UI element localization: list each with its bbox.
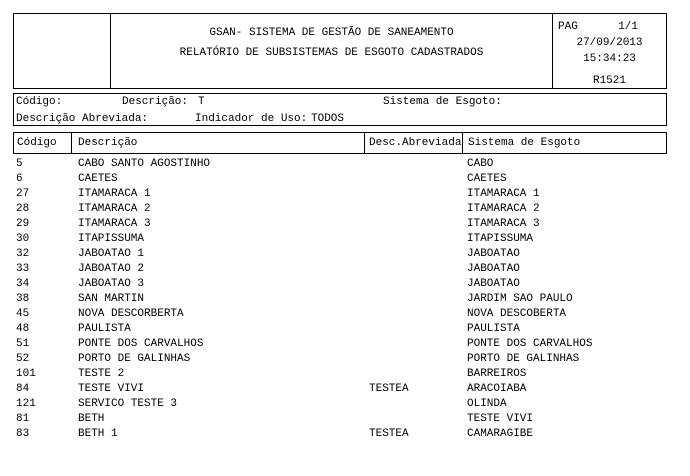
- table-row: [13, 322, 667, 337]
- title-cell: [111, 14, 552, 88]
- filter-descricao-abreviada-label: Descrição Abreviada:: [16, 113, 149, 125]
- cell-desc-abreviada: [364, 157, 462, 172]
- cell-codigo: 5: [16, 158, 23, 170]
- cell-sistema-esgoto: OLINDA: [467, 398, 507, 410]
- cell-codigo: 81: [16, 413, 30, 425]
- table-row: [13, 157, 667, 172]
- cell-codigo: 45: [16, 308, 30, 320]
- table-row: [13, 352, 667, 367]
- cell-codigo: 29: [16, 218, 30, 230]
- table-row: [13, 292, 667, 307]
- cell-descricao: JABOATAO 1: [78, 248, 145, 260]
- cell-desc-abreviada: [364, 202, 462, 217]
- cell-codigo: 51: [16, 338, 30, 350]
- cell-descricao: SAN MARTIN: [78, 293, 145, 305]
- table-row: [13, 202, 667, 217]
- cell-desc-abreviada: [364, 232, 462, 247]
- table-header: [13, 132, 667, 154]
- cell-descricao: BETH 1: [78, 428, 118, 440]
- cell-sistema-esgoto: CAMARAGIBE: [467, 428, 534, 440]
- cell-desc-abreviada: [364, 352, 462, 367]
- table-body: [13, 157, 667, 442]
- cell-sistema-esgoto: BARREIROS: [467, 368, 527, 380]
- cell-sistema-esgoto: PORTO DE GALINHAS: [467, 353, 580, 365]
- cell-sistema-esgoto: JABOATAO: [467, 278, 520, 290]
- cell-desc-abreviada: [364, 292, 462, 307]
- cell-sistema-esgoto: TESTE VIVI: [467, 413, 534, 425]
- cell-codigo: 101: [16, 368, 36, 380]
- table-row: [13, 187, 667, 202]
- report-title-line2: RELATÓRIO DE SUBSISTEMAS DE ESGOTO CADASTRADOS: [179, 47, 484, 59]
- table-row: [13, 412, 667, 427]
- cell-desc-abreviada: [364, 397, 462, 412]
- filter-line-1: [14, 96, 666, 111]
- column-header-sistema-esgoto: Sistema de Esgoto: [468, 137, 581, 149]
- filter-codigo-label: Código:: [16, 96, 63, 108]
- filter-sistema-esgoto-label: Sistema de Esgoto:: [383, 96, 502, 108]
- cell-descricao: SERVICO TESTE 3: [78, 398, 178, 410]
- cell-sistema-esgoto: ITAMARACA 3: [467, 218, 540, 230]
- cell-codigo: 38: [16, 293, 30, 305]
- report-header: [13, 13, 667, 89]
- cell-desc-abreviada: [364, 367, 462, 382]
- cell-codigo: 52: [16, 353, 30, 365]
- cell-desc-abreviada: [364, 277, 462, 292]
- column-header-desc-abreviada: Desc.Abreviada: [365, 133, 463, 153]
- filter-line-2: [14, 113, 666, 128]
- cell-sistema-esgoto: JABOATAO: [467, 248, 520, 260]
- cell-sistema-esgoto: ITAPISSUMA: [467, 233, 534, 245]
- cell-descricao: ITAMARACA 2: [78, 203, 151, 215]
- table-row: [13, 367, 667, 382]
- page-row: [553, 19, 666, 35]
- filter-parameters-box: [13, 93, 667, 126]
- cell-descricao: CABO SANTO AGOSTINHO: [78, 158, 211, 170]
- cell-descricao: JABOATAO 2: [78, 263, 145, 275]
- table-row: [13, 172, 667, 187]
- page-number: 1/1: [618, 21, 638, 33]
- logo-cell: [14, 14, 111, 88]
- cell-descricao: ITAMARACA 1: [78, 188, 151, 200]
- cell-sistema-esgoto: PONTE DOS CARVALHOS: [467, 338, 593, 350]
- cell-sistema-esgoto: CAETES: [467, 173, 507, 185]
- cell-codigo: 121: [16, 398, 36, 410]
- cell-descricao: TESTE 2: [78, 368, 125, 380]
- cell-codigo: 48: [16, 323, 30, 335]
- table-row: [13, 262, 667, 277]
- cell-descricao: ITAPISSUMA: [78, 233, 145, 245]
- cell-descricao: JABOATAO 3: [78, 278, 145, 290]
- cell-codigo: 6: [16, 173, 23, 185]
- report-time: 15:34:23: [583, 53, 636, 65]
- table-row: [13, 397, 667, 412]
- cell-codigo: 32: [16, 248, 30, 260]
- filter-indicador-uso-label: Indicador de Uso:: [195, 113, 308, 125]
- cell-desc-abreviada: [364, 322, 462, 337]
- table-row: [13, 232, 667, 247]
- report-title-line1: GSAN- SISTEMA DE GESTÃO DE SANEAMENTO: [209, 27, 454, 39]
- cell-descricao: NOVA DESCORBERTA: [78, 308, 184, 320]
- cell-codigo: 84: [16, 383, 30, 395]
- cell-sistema-esgoto: ITAMARACA 2: [467, 203, 540, 215]
- report-date: 27/09/2013: [576, 37, 643, 49]
- table-row: [13, 307, 667, 322]
- table-row: [13, 247, 667, 262]
- filter-descricao-value: T: [198, 96, 205, 108]
- cell-desc-abreviada: [364, 262, 462, 277]
- cell-desc-abreviada: [364, 337, 462, 352]
- cell-desc-abreviada: [364, 172, 462, 187]
- filter-descricao-label: Descrição:: [122, 96, 189, 108]
- cell-codigo: 34: [16, 278, 30, 290]
- cell-desc-abreviada: TESTEA: [369, 383, 409, 395]
- cell-sistema-esgoto: PAULISTA: [467, 323, 520, 335]
- cell-desc-abreviada: [364, 247, 462, 262]
- cell-sistema-esgoto: CABO: [467, 158, 494, 170]
- table-row: [13, 337, 667, 352]
- cell-descricao: BETH: [78, 413, 105, 425]
- table-row: [13, 427, 667, 442]
- cell-desc-abreviada: [364, 412, 462, 427]
- table-row: [13, 277, 667, 292]
- page-label: PAG: [558, 21, 578, 33]
- cell-desc-abreviada: [364, 217, 462, 232]
- cell-codigo: 27: [16, 188, 30, 200]
- cell-descricao: CAETES: [78, 173, 118, 185]
- cell-sistema-esgoto: JARDIM SAO PAULO: [467, 293, 573, 305]
- cell-desc-abreviada: [364, 187, 462, 202]
- cell-codigo: 28: [16, 203, 30, 215]
- cell-sistema-esgoto: ARACOIABA: [467, 383, 527, 395]
- cell-sistema-esgoto: JABOATAO: [467, 263, 520, 275]
- cell-descricao: TESTE VIVI: [78, 383, 145, 395]
- filter-indicador-uso-value: TODOS: [311, 113, 345, 125]
- cell-sistema-esgoto: ITAMARACA 1: [467, 188, 540, 200]
- cell-descricao: PAULISTA: [78, 323, 131, 335]
- table-row: [13, 217, 667, 232]
- cell-codigo: 33: [16, 263, 30, 275]
- cell-codigo: 83: [16, 428, 30, 440]
- column-header-descricao: Descrição: [72, 133, 365, 153]
- cell-desc-abreviada: TESTEA: [369, 428, 409, 440]
- column-header-codigo: Código: [14, 133, 72, 153]
- cell-desc-abreviada: [364, 307, 462, 322]
- cell-codigo: 30: [16, 233, 30, 245]
- page-info-cell: [552, 14, 666, 88]
- cell-descricao: ITAMARACA 3: [78, 218, 151, 230]
- report-code: R1521: [592, 75, 626, 87]
- cell-descricao: PONTE DOS CARVALHOS: [78, 338, 204, 350]
- cell-sistema-esgoto: NOVA DESCOBERTA: [467, 308, 567, 320]
- cell-descricao: PORTO DE GALINHAS: [78, 353, 191, 365]
- table-row: [13, 382, 667, 397]
